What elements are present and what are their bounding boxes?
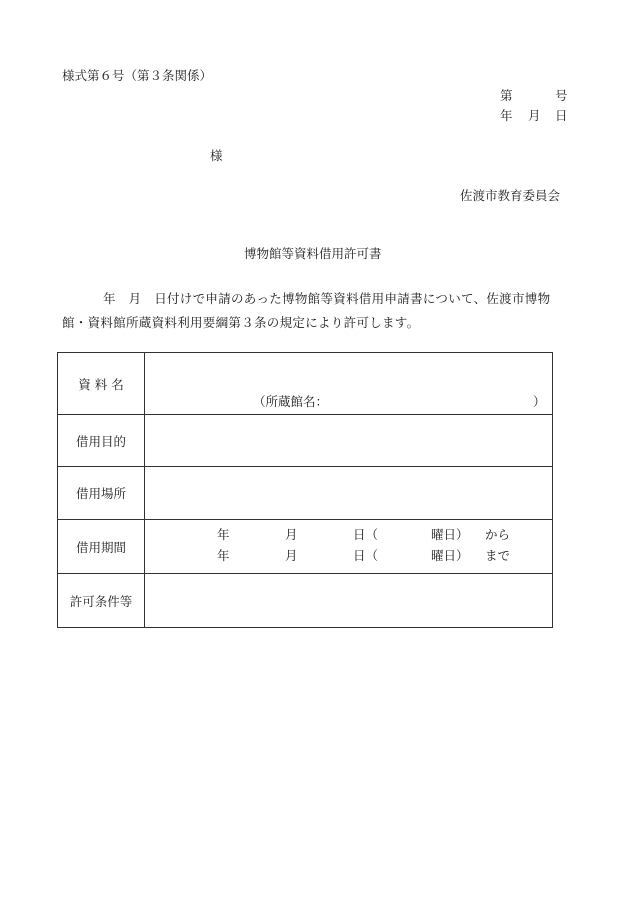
purpose-label: 借用目的 [58, 415, 145, 467]
row-material [58, 353, 553, 415]
row-period [58, 520, 553, 574]
date-hi: 日 [555, 108, 568, 123]
period-to-nen: 年 [217, 548, 230, 563]
period-from-kara: から [485, 527, 511, 542]
period-from-hi: 日（ [353, 527, 379, 542]
period-from-youbi: 曜日） [431, 527, 469, 542]
permit-table [57, 352, 553, 628]
issuer-name: 佐渡市教育委員会 [460, 188, 561, 203]
place-label: 借用場所 [58, 467, 145, 520]
number-go: 号 [555, 88, 568, 103]
collection-close: ） [533, 394, 546, 409]
period-from-nen: 年 [217, 527, 230, 542]
period-from-tsuki: 月 [285, 527, 298, 542]
period-label: 借用期間 [58, 520, 145, 574]
document-title: 博物館等資料借用許可書 [244, 246, 382, 261]
conditions-value-cell [145, 574, 553, 628]
purpose-value-cell [145, 415, 553, 467]
row-conditions [58, 574, 553, 628]
date-nen: 年 [500, 108, 513, 123]
period-to-hi: 日（ [353, 548, 379, 563]
addressee-sama: 様 [210, 148, 223, 163]
period-to-tsuki: 月 [285, 548, 298, 563]
place-value-cell [145, 467, 553, 520]
number-dai: 第 [500, 88, 513, 103]
body-line-1: 年 月 日付けで申請のあった博物館等資料借用申請書について、佐渡市博物 [103, 291, 551, 306]
form-number: 様式第６号（第３条関係） [62, 68, 213, 83]
period-to-made: まで [485, 548, 511, 563]
period-to-youbi: 曜日） [431, 548, 469, 563]
collection-label: （所蔵館名： [253, 394, 329, 409]
body-line-2: 館・資料館所蔵資料利用要綱第３条の規定により許可します。 [62, 315, 420, 330]
conditions-label: 許可条件等 [58, 574, 145, 628]
date-tsuki: 月 [528, 108, 541, 123]
row-place [58, 467, 553, 520]
row-purpose [58, 415, 553, 467]
period-value-cell [145, 520, 553, 574]
material-value-cell [145, 353, 553, 415]
material-label: 資 料 名 [58, 353, 145, 415]
